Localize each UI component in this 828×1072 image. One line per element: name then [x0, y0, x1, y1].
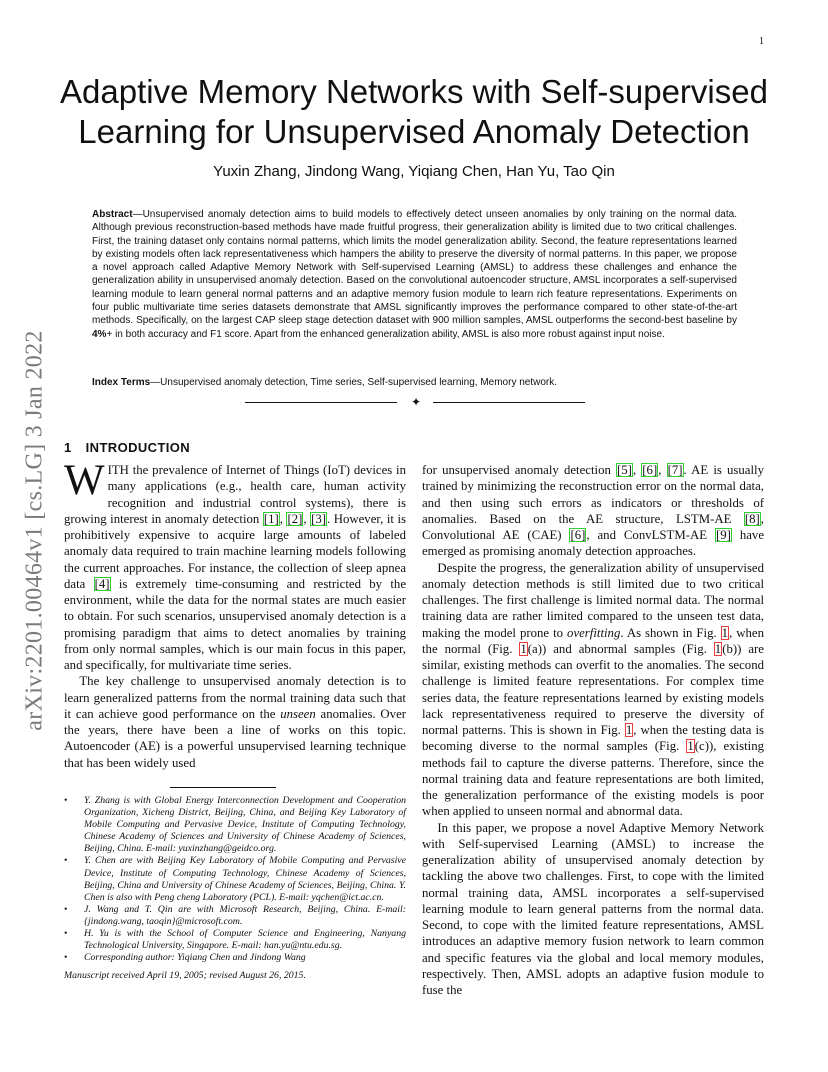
index-terms [92, 376, 737, 389]
section-heading [64, 440, 190, 455]
citation-link[interactable]: [5] [617, 463, 632, 477]
index-terms-label: Index Terms [92, 377, 151, 388]
abstract-label: Abstract [92, 209, 133, 220]
paragraph-text: anomalies. Over the years, there have been a line of works on this topic. Autoencoder (AE) is a powerful unsupervised learning technique that has been widely used [64, 706, 407, 770]
paragraph-text: , [279, 511, 287, 526]
paragraph-text: have emerged as promising anomaly detection approaches. [422, 528, 764, 559]
footnote-item: • Y. Zhang is with Global Energy Interconnection Development and Cooperation Organization, Xicheng District, Beijing, China, and Beijing Key Laboratory of Mobile Computing and Pervasive Device, Institute of Computing Technology, Chinese Academy of Sciences and University of Chinese Academy of Sciences, Beijing, China. E-mail: yuxinzhang@geidco.org. [64, 795, 406, 855]
page-number: 1 [759, 36, 764, 47]
title-line-2: Learning for Unsupervised Anomaly Detection [78, 113, 750, 150]
drop-cap: W [64, 457, 105, 504]
section-number: 1 [64, 440, 72, 455]
paragraph-text: , [632, 463, 642, 477]
citation-link[interactable]: [7] [667, 463, 683, 477]
paragraph-text: , when the testing data is becoming diverse to the normal samples (Fig. [422, 723, 764, 754]
figure-link[interactable]: 1 [721, 625, 729, 640]
paragraph-text: (a)) and abnormal samples (Fig. [527, 641, 714, 656]
paragraph-text: , Convolutional AE (CAE) [422, 511, 764, 542]
paragraph-text: . As shown in Fig. [620, 625, 721, 640]
citation-link[interactable]: [2] [287, 511, 303, 526]
footnotes [64, 795, 406, 982]
intro-paragraph-3 [422, 462, 764, 560]
citation-link[interactable]: [6] [642, 463, 658, 477]
paragraph-text: , and ConvLSTM-AE [586, 528, 715, 542]
citation-link[interactable]: [9] [716, 528, 731, 542]
arxiv-identifier [20, 300, 50, 760]
intro-paragraph-1 [64, 457, 407, 673]
right-column [422, 462, 764, 998]
arxiv-identifier-text: arXiv:2201.00464v1 [cs.LG] 3 Jan 2022 [21, 329, 48, 731]
emphasis-text: unseen [280, 706, 316, 721]
paragraph-text: (c)), existing methods fail to capture the diverse patterns. Therefore, since the normal training data and feature representations are both limited, the generalization performance of the existing models is poor when applied to unseen normal and abnormal data. [422, 739, 764, 819]
paragraph-text: (b)) are similar, existing methods can overfit to the anomalies. The second challenge is limited feature representations. For complex time series data, the feature representations learned by existing models lack representativeness required to preserve the diversity of normal patterns. This is shown in Fig. [422, 641, 764, 737]
figure-link[interactable]: 1 [520, 641, 527, 656]
paragraph-text: is extremely time-consuming and restricted by the environment, while the data for the normal states are much easier to obtain. For such scenarios, unsupervised anomaly detection is a promising paradigm that aims to detect anomalies by training from only normal samples, which is our main focus in this paper, and specifically, for multivariate time series. [64, 576, 407, 672]
divider-diamond-icon: ✦ [411, 395, 422, 409]
intro-paragraph-4 [422, 560, 764, 820]
abstract-tail: + in both accuracy and F1 score. Apart from the enhanced generalization ability, AMSL is also more robust against input noise. [106, 328, 665, 340]
footnote-item: • H. Yu is with the School of Computer Science and Engineering, Nanyang Technological University, Singapore. E-mail: han.yu@ntu.edu.sg. [64, 928, 406, 952]
author-list: Yuxin Zhang, Jindong Wang, Yiqiang Chen, Han Yu, Tao Qin [213, 163, 615, 180]
footnote-item: • J. Wang and T. Qin are with Microsoft Research, Beijing, China. E-mail: {jindong.wang, taoqin}@microsoft.com. [64, 904, 406, 928]
title-line-1: Adaptive Memory Networks with Self-supervised [60, 73, 768, 110]
citation-link[interactable]: [6] [570, 528, 586, 542]
citation-link[interactable]: [1] [263, 511, 279, 526]
paragraph-text: , [303, 511, 311, 526]
footnote-item: • Y. Chen are with Beijing Key Laboratory of Mobile Computing and Pervasive Device, Institute of Computing Technology, Chinese Academy of Sciences, Beijing, China and University of Chinese Academy of Sciences, Beijing, China. Y. Chen is also with Peng cheng Laboratory (PCL). E-mail: yqchen@ict.ac.cn. [64, 855, 406, 903]
paragraph-text: for unsupervised anomaly detection [422, 463, 617, 477]
abstract [92, 208, 737, 341]
figure-link[interactable]: 1 [714, 641, 722, 656]
affiliation-list [64, 795, 406, 964]
intro-paragraph-2 [64, 673, 406, 771]
paragraph-text: The key challenge to unsupervised anomaly detection is to learn generalized patterns from the normal training data such that it can achieve good performance on the [64, 674, 406, 721]
paragraph-text: , when the normal (Fig. [422, 625, 764, 656]
intro-paragraph-5: In this paper, we propose a novel Adaptive Memory Network with Self-supervised Learning (AMSL) to increase the generalization ability of unsupervised anomaly detection by tackling the above two challenges. First, to cope with the limited normal training data, AMSL incorporates a self-supervised learning module to learn general patterns from the normal data. Second, to cope with the limited feature representations, AMSL introduces an adaptive memory fusion network to learn common and specific features via the global and local memory modules, respectively. Then, AMSL adopts an adaptive fusion module to fuse the [422, 820, 764, 997]
abstract-bold-value: 4% [92, 328, 107, 340]
footnote-rule [170, 787, 276, 788]
paragraph-text: . AE is usually trained by minimizing the reconstruction error on the normal data, and then using such errors as indicators or thresholds of anomalies. Based on the AE structure, LSTM-AE [422, 463, 764, 526]
left-column [64, 457, 407, 771]
figure-link[interactable]: 1 [625, 723, 633, 737]
citation-link[interactable]: [8] [744, 511, 760, 526]
section-title: INTRODUCTION [85, 440, 191, 455]
divider-line-left [245, 402, 397, 403]
section-divider [245, 395, 585, 409]
paragraph-text: . However, it is prohibitively expensive to acquire large amounts of labeled anomaly data required to train machine learning models following the current approaches. For instance, the collection of sleep apnea data [64, 511, 406, 591]
emphasis-text: overfitting [567, 625, 621, 640]
figure-link[interactable]: 1 [687, 739, 694, 754]
index-terms-text: —Unsupervised anomaly detection, Time series, Self-supervised learning, Memory network. [150, 377, 558, 388]
paragraph-text: Despite the progress, the generalization ability of unsupervised anomaly detection methods is still limited due to two critical challenges. The first challenge is limited normal data. The normal training data are rather limited compared to the unseen test data, making the model prone to [422, 560, 764, 640]
paragraph-text: , [658, 463, 667, 477]
manuscript-note: Manuscript received April 19, 2005; revised August 26, 2015. [64, 970, 306, 982]
paragraph-text: ITH the prevalence of Internet of Things (IoT) devices in many applications (e.g., health care, human activity recognition and industrial control systems), there is growing interest in anomaly detection [64, 463, 406, 526]
abstract-text: —Unsupervised anomaly detection aims to build models to effectively detect unseen anomalies by only training on the normal data. Although previous reconstruction-based methods have made fruitful progress, their generalization ability is limited due to two critical challenges. First, the training dataset only contains normal patterns, which limits the model generalization ability. Second, the feature representations learned by existing models often lack representativeness which hampers the ability to preserve the diversity of normal patterns. In this paper, we propose a novel approach called Adaptive Memory Network with Self-supervised Learning (AMSL) to address these challenges and enhance the generalization ability in unsupervised anomaly detection. Based on the convolutional autoencoder structure, AMSL incorporates a self-supervised learning module to learn general normal patterns and an adaptive memory fusion module to learn rich feature representations. Experiments on four public multivariate time series datasets demonstrate that AMSL significantly improves the performance compared to other state-of-the-art methods. Specifically, on the largest CAP sleep stage detection dataset with 900 million samples, AMSL outperforms the second-best baseline by [92, 209, 737, 327]
divider-line-right [433, 402, 585, 403]
citation-link[interactable]: [4] [94, 576, 110, 591]
footnote-item: • Corresponding author: Yiqiang Chen and Jindong Wang [64, 952, 406, 964]
paper-title [40, 72, 788, 152]
citation-link[interactable]: [3] [311, 511, 327, 526]
